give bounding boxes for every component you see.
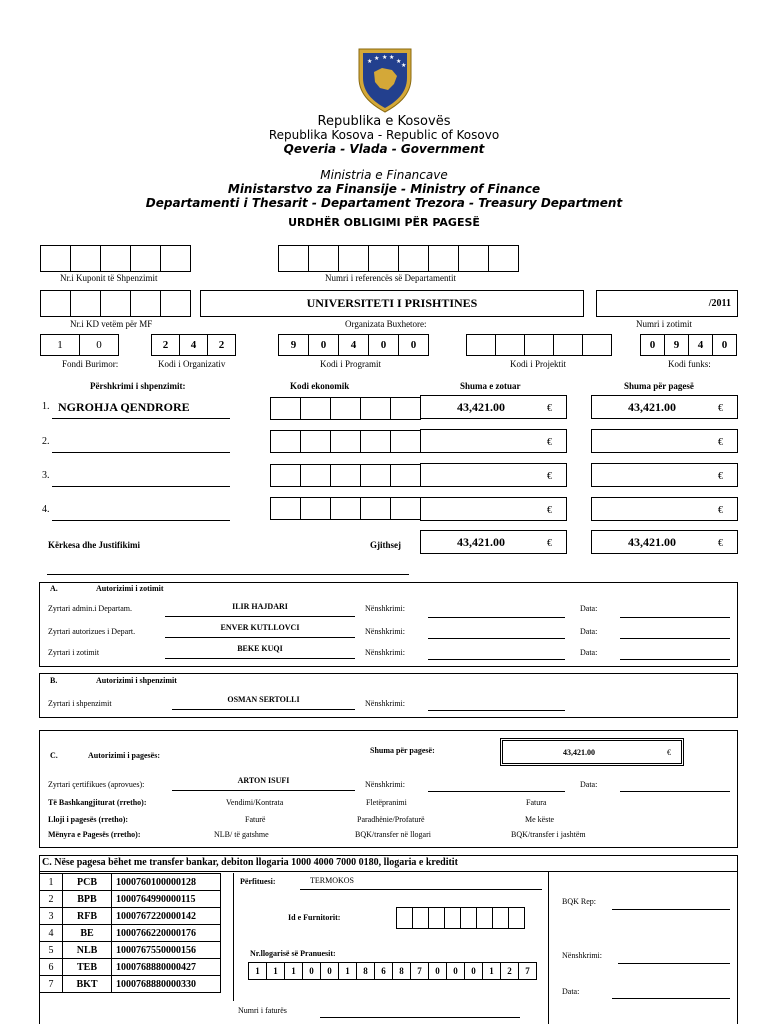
bank-account: 1000767550000156 — [112, 942, 221, 959]
bank-date-label: Data: — [562, 987, 580, 996]
organization-code-label: Kodi i Organizativ — [158, 359, 226, 369]
receiver-account-digit: 8 — [392, 962, 411, 980]
section-c-title: Autorizimi i pagesës: — [88, 751, 160, 760]
supplier-id-field[interactable] — [396, 907, 525, 929]
bank-account: 1000768880000330 — [112, 976, 221, 993]
committed-amount-field[interactable] — [420, 429, 567, 453]
bank-signature-label: Nënshkrimi: — [562, 951, 602, 960]
bank-num: 1 — [40, 874, 63, 891]
bank-row — [40, 891, 221, 908]
section-c-letter: C. — [50, 751, 58, 760]
receiver-account-digit: 0 — [464, 962, 483, 980]
svg-text:★: ★ — [382, 54, 388, 61]
commitment-officer-label: Zyrtari i zotimit — [48, 648, 100, 657]
admin-officer-field[interactable] — [165, 602, 355, 617]
bank-account: 1000760100000128 — [112, 874, 221, 891]
invoice-number-field[interactable] — [320, 1006, 520, 1018]
expense-officer-label: Zyrtari i shpenzimit — [48, 699, 112, 708]
expense-row-number: 1. — [42, 401, 50, 412]
payment-amount-field[interactable] — [591, 463, 738, 487]
attachment-option-receipt[interactable]: Fletëpranimi — [366, 798, 407, 807]
bank-accounts-table — [39, 873, 221, 993]
receiver-account-field[interactable] — [248, 962, 537, 980]
col-description-header: Përshkrimi i shpenzimit: — [90, 381, 186, 391]
kupon-number-field[interactable] — [40, 245, 191, 272]
bank-num: 7 — [40, 976, 63, 993]
receiver-account-digit: 8 — [356, 962, 375, 980]
receiver-account-label: Nr.llogarisë së Pranuesit: — [250, 949, 336, 958]
commitment-number-label: Numri i zotimit — [636, 319, 692, 329]
certifier-name: ARTON ISUFI — [237, 776, 290, 785]
bqk-rep-label: BQK Rep: — [562, 897, 596, 906]
expense-officer-name: OSMAN SERTOLLI — [227, 695, 300, 704]
signature-label: Nënshkrimi: — [365, 648, 405, 657]
payment-amount-box-value: 43,421.00 — [563, 748, 595, 757]
authorizing-officer-name: ENVER KUTLLOVCI — [220, 623, 300, 632]
section-b-letter: B. — [50, 676, 58, 685]
bank-num: 2 — [40, 891, 63, 908]
total-label: Gjithsej — [370, 540, 401, 550]
kd-number-field[interactable] — [40, 290, 191, 317]
attachments-label: Të Bashkangjiturat (rretho): — [48, 798, 147, 807]
receiver-account-digit: 0 — [320, 962, 339, 980]
bank-num: 5 — [40, 942, 63, 959]
payment-type-option-advance[interactable]: Paradhënie/Profaturë — [357, 815, 425, 824]
commitment-signature-field[interactable] — [428, 647, 565, 660]
bank-account: 1000768880000427 — [112, 959, 221, 976]
bank-signature-field[interactable] — [618, 951, 730, 964]
certifier-signature-field[interactable] — [428, 779, 565, 792]
receiver-account-digit: 6 — [374, 962, 393, 980]
receiver-account-digit: 0 — [302, 962, 321, 980]
economic-code-field[interactable] — [270, 464, 421, 487]
payment-amount-field[interactable] — [591, 395, 738, 419]
date-label: Data: — [580, 604, 598, 613]
payment-amount-field[interactable] — [591, 429, 738, 453]
source-fund-digit: 0 — [79, 334, 119, 356]
header-treasury: Departamenti i Thesarit - Departament Trezora - Treasury Department — [145, 196, 623, 210]
program-code-digit: 0 — [308, 334, 339, 356]
expense-description-field[interactable] — [52, 471, 230, 487]
function-code-digit: 0 — [640, 334, 665, 356]
function-code-field[interactable] — [640, 334, 737, 356]
bank-account: 1000766220000176 — [112, 925, 221, 942]
department-reference-label: Numri i referencës së Departamentit — [325, 273, 456, 283]
bank-name: NLB — [63, 942, 112, 959]
commitment-date-field[interactable] — [620, 647, 730, 660]
euro-symbol: € — [547, 437, 552, 448]
svg-text:★: ★ — [401, 62, 407, 69]
function-code-digit: 4 — [688, 334, 713, 356]
header-ministry-multilang: Ministarstvo za Finansije - Ministry of Finance — [227, 182, 541, 196]
bank-name: PCB — [63, 874, 112, 891]
signature-label: Nënshkrimi: — [365, 699, 405, 708]
commitment-officer-name: BEKE KUQI — [237, 644, 283, 653]
source-fund-field[interactable] — [40, 334, 119, 356]
payment-type-option-invoice[interactable]: Faturë — [245, 815, 266, 824]
committed-amount-value: 43,421.00 — [457, 400, 505, 414]
budget-organization-value: UNIVERSITETI I PRISHTINES — [306, 296, 478, 310]
date-label: Data: — [580, 780, 598, 789]
justification-label: Kërkesa dhe Justifikimi — [48, 540, 141, 550]
bank-account: 1000764990000115 — [112, 891, 221, 908]
form-title: URDHËR OBLIGIMI PËR PAGESË — [288, 216, 480, 229]
authorizing-officer-label: Zyrtari autorizues i Depart. — [48, 627, 136, 636]
bank-num: 3 — [40, 908, 63, 925]
certifier-date-field[interactable] — [620, 779, 730, 792]
payment-amount-field[interactable] — [591, 497, 738, 521]
bank-date-field[interactable] — [612, 986, 730, 999]
economic-code-field[interactable] — [270, 430, 421, 453]
payment-method-label: Mënyra e Pagesës (rretho): — [48, 830, 141, 839]
euro-symbol: € — [718, 538, 723, 549]
certifier-label: Zyrtari çertifikues (aprovues): — [48, 780, 145, 789]
organization-code-digit: 2 — [151, 334, 180, 356]
receiver-account-digit: 1 — [482, 962, 501, 980]
admin-officer-name: ILIR HAJDARI — [232, 602, 288, 611]
project-code-label: Kodi i Projektit — [510, 359, 566, 369]
economic-code-field[interactable] — [270, 397, 421, 420]
commitment-number-field[interactable] — [596, 290, 738, 317]
euro-symbol: € — [718, 437, 723, 448]
expense-officer-field[interactable] — [172, 695, 355, 710]
expense-description-field[interactable] — [52, 505, 230, 521]
svg-text:★: ★ — [389, 54, 395, 61]
bank-row — [40, 874, 221, 891]
beneficiary-field[interactable] — [300, 876, 542, 890]
expense-signature-field[interactable] — [428, 698, 565, 711]
receiver-account-digit: 7 — [410, 962, 429, 980]
total-committed-field[interactable] — [420, 530, 567, 554]
svg-text:★: ★ — [396, 58, 402, 65]
committed-amount-field[interactable] — [420, 463, 567, 487]
euro-symbol: € — [547, 471, 552, 482]
payment-type-label: Lloji i pagesës (rretho): — [48, 815, 129, 824]
expense-description-field[interactable] — [52, 437, 230, 453]
bank-right-divider — [548, 871, 549, 1024]
payment-method-option-cash[interactable]: NLB/ të gatshme — [214, 830, 269, 839]
organization-code-field[interactable] — [151, 334, 236, 356]
receiver-account-digit: 7 — [518, 962, 537, 980]
section-b-title: Autorizimi i shpenzimit — [96, 676, 177, 685]
authorizing-officer-field[interactable] — [165, 623, 355, 638]
signature-label: Nënshkrimi: — [365, 627, 405, 636]
bank-row — [40, 908, 221, 925]
organization-code-digit: 4 — [179, 334, 208, 356]
program-code-field[interactable] — [278, 334, 429, 356]
euro-symbol: € — [667, 748, 671, 757]
program-code-label: Kodi i Programit — [320, 359, 381, 369]
commitment-officer-field[interactable] — [165, 644, 355, 659]
col-payment-header: Shuma për pagesë — [624, 381, 694, 391]
svg-text:★: ★ — [367, 58, 373, 65]
certifier-field[interactable] — [172, 776, 355, 791]
committed-amount-field[interactable] — [420, 497, 567, 521]
payment-amount-label: Shuma për pagesë: — [370, 746, 435, 755]
receiver-account-digit: 1 — [266, 962, 285, 980]
col-economic-code-header: Kodi ekonomik — [290, 381, 350, 391]
receiver-account-digit: 1 — [284, 962, 303, 980]
payment-amount-box[interactable] — [500, 738, 684, 766]
euro-symbol: € — [547, 505, 552, 516]
expense-description-value: NGROHJA QENDRORE — [58, 400, 190, 414]
bank-row — [40, 976, 221, 993]
euro-symbol: € — [718, 505, 723, 516]
bank-name: BPB — [63, 891, 112, 908]
expense-row-number: 2. — [42, 436, 50, 447]
kosovo-emblem — [356, 46, 414, 114]
justification-field[interactable] — [47, 560, 409, 575]
committed-amount-field[interactable] — [420, 395, 567, 419]
euro-symbol: € — [718, 403, 723, 414]
receiver-account-digit: 0 — [428, 962, 447, 980]
admin-officer-label: Zyrtari admin.i Departam. — [48, 604, 132, 613]
kupon-number-label: Nr.i Kuponit të Shpenzimit — [60, 273, 158, 283]
admin-date-field[interactable] — [620, 605, 730, 618]
organization-code-digit: 2 — [207, 334, 236, 356]
bank-name: BE — [63, 925, 112, 942]
program-code-digit: 0 — [398, 334, 429, 356]
department-reference-field[interactable] — [278, 245, 519, 272]
function-code-digit: 9 — [664, 334, 689, 356]
receiver-account-digit: 0 — [446, 962, 465, 980]
euro-symbol: € — [547, 538, 552, 549]
bank-name: TEB — [63, 959, 112, 976]
authorizing-signature-field[interactable] — [428, 626, 565, 639]
receiver-account-digit: 1 — [338, 962, 357, 980]
expense-row-number: 3. — [42, 470, 50, 481]
budget-organization-label: Organizata Buxhetore: — [345, 319, 427, 329]
receiver-account-digit: 2 — [500, 962, 519, 980]
total-committed-value: 43,421.00 — [457, 535, 505, 549]
header-government: Qeveria - Vlada - Government — [283, 142, 485, 156]
attachment-option-invoice[interactable]: Fatura — [526, 798, 547, 807]
euro-symbol: € — [718, 471, 723, 482]
date-label: Data: — [580, 648, 598, 657]
payment-type-option-installments[interactable]: Me këste — [525, 815, 555, 824]
budget-organization-field[interactable] — [200, 290, 584, 317]
admin-signature-field[interactable] — [428, 605, 565, 618]
program-code-digit: 4 — [338, 334, 369, 356]
program-code-digit: 0 — [368, 334, 399, 356]
total-payment-field[interactable] — [591, 530, 738, 554]
signature-label: Nënshkrimi: — [365, 780, 405, 789]
euro-symbol: € — [547, 403, 552, 414]
kd-number-label: Nr.i KD vetëm për MF — [70, 319, 153, 329]
program-code-digit: 9 — [278, 334, 309, 356]
receiver-account-digit: 1 — [248, 962, 267, 980]
section-a-letter: A. — [50, 584, 58, 593]
bank-num: 4 — [40, 925, 63, 942]
source-fund-digit: 1 — [40, 334, 80, 356]
header-ministry: Ministria e Financave — [320, 168, 448, 182]
bank-header-divider — [39, 871, 738, 872]
source-fund-label: Fondi Burimor: — [62, 359, 119, 369]
bank-name: RFB — [63, 908, 112, 925]
beneficiary-value: TERMOKOS — [310, 876, 355, 885]
bank-row — [40, 942, 221, 959]
beneficiary-label: Përfituesi: — [240, 877, 276, 886]
expense-description-field[interactable] — [52, 400, 230, 419]
svg-text:★: ★ — [374, 55, 380, 62]
expense-row-number: 4. — [42, 504, 50, 515]
authorizing-date-field[interactable] — [620, 626, 730, 639]
signature-label: Nënshkrimi: — [365, 604, 405, 613]
date-label: Data: — [580, 627, 598, 636]
project-code-field[interactable] — [466, 334, 612, 356]
supplier-id-label: Id e Furnitorit: — [288, 913, 341, 922]
payment-method-option-foreign[interactable]: BQK/transfer i jashtëm — [511, 830, 586, 839]
function-code-digit: 0 — [712, 334, 737, 356]
header-republic-multilang: Republika Kosova - Republic of Kosovo — [268, 128, 500, 142]
header-republic: Republika e Kosovës — [317, 114, 451, 129]
payment-amount-value: 43,421.00 — [628, 400, 676, 414]
total-payment-value: 43,421.00 — [628, 535, 676, 549]
bank-transfer-header: C. Nëse pagesa bëhet me transfer bankar, debiton llogaria 1000 4000 7000 0180, llogaria e kreditit — [42, 857, 458, 868]
section-a-title: Autorizimi i zotimit — [96, 584, 164, 593]
bank-row — [40, 959, 221, 976]
payment-method-option-domestic[interactable]: BQK/transfer në llogari — [355, 830, 431, 839]
bank-name: BKT — [63, 976, 112, 993]
invoice-number-label: Numri i faturës — [238, 1006, 287, 1015]
bqk-rep-field[interactable] — [612, 897, 730, 910]
economic-code-field[interactable] — [270, 497, 421, 520]
function-code-label: Kodi funks: — [668, 359, 711, 369]
attachment-option-contract[interactable]: Vendimi/Kontrata — [226, 798, 284, 807]
bank-row — [40, 925, 221, 942]
col-committed-header: Shuma e zotuar — [460, 381, 521, 391]
bank-account: 1000767220000142 — [112, 908, 221, 925]
bank-table-divider — [233, 873, 234, 1001]
bank-num: 6 — [40, 959, 63, 976]
commitment-number-value: /2011 — [708, 298, 731, 309]
